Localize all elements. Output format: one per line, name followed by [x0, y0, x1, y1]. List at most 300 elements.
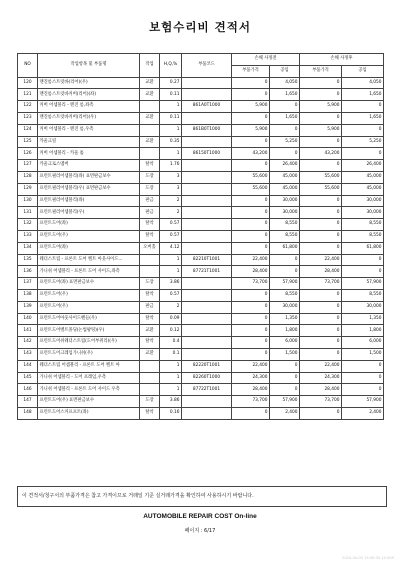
row-work-type: 교환 — [140, 77, 160, 89]
table-row — [18, 160, 384, 172]
row-before-part-price: 0 — [232, 112, 270, 124]
row-after-labor: 1,650 — [342, 89, 384, 101]
row-part-code: 82210T1001 — [182, 254, 232, 266]
row-before-labor: 0 — [270, 384, 300, 396]
header-code: 부품코드 — [182, 54, 232, 78]
row-after-labor: 1,500 — [342, 348, 384, 360]
row-before-labor: 0 — [270, 360, 300, 372]
print-timestamp: 2024-04-05 15:45:30.10:409 — [342, 556, 394, 560]
table-row — [18, 124, 384, 136]
row-after-labor: 30,000 — [342, 195, 384, 207]
row-part-code — [182, 313, 232, 325]
table-row — [18, 289, 384, 301]
table-row — [18, 278, 384, 290]
row-no: 126 — [18, 148, 38, 160]
row-item-name: 커버 어셈블리 - 카울 톱 — [38, 148, 140, 160]
row-before-part-price: 0 — [232, 337, 270, 349]
row-no: 144 — [18, 360, 38, 372]
row-before-labor: 1,350 — [270, 313, 300, 325]
row-before-part-price: 24,300 — [232, 372, 270, 384]
row-before-part-price: 0 — [232, 407, 270, 419]
row-before-part-price: 0 — [232, 289, 270, 301]
row-hq: 3.86 — [160, 278, 182, 290]
row-before-part-price: 0 — [232, 230, 270, 242]
row-after-part-price: 55,600 — [300, 183, 342, 195]
row-before-part-price: 55,600 — [232, 183, 270, 195]
row-before-part-price: 5,900 — [232, 124, 270, 136]
row-after-part-price: 55,600 — [300, 171, 342, 183]
row-hq: 1 — [160, 148, 182, 160]
row-item-name: 맨진룸스트럿바커버(리어)(좌) — [38, 89, 140, 101]
row-item-name: 맨진룸스트럿바(리어)(우) — [38, 77, 140, 89]
row-part-code — [182, 278, 232, 290]
header-item: 작업항목 및 부품명 — [38, 54, 140, 78]
row-before-labor: 2,400 — [270, 407, 300, 419]
table-row — [18, 136, 384, 148]
row-before-labor: 0 — [270, 372, 300, 384]
row-work-type: 탈착 — [140, 219, 160, 231]
row-item-name: 프런트필러어셈블리(좌) — [38, 195, 140, 207]
row-item-name: 프런트도어(우) — [38, 230, 140, 242]
row-no: 124 — [18, 124, 38, 136]
header-work: 작업 — [140, 54, 160, 78]
row-after-labor: 30,000 — [342, 207, 384, 219]
row-before-part-price: 0 — [232, 136, 270, 148]
row-before-part-price: 55,600 — [232, 171, 270, 183]
row-part-code — [182, 136, 232, 148]
table-row — [18, 407, 384, 419]
row-no: 141 — [18, 325, 38, 337]
row-item-name: 웨더스트립 어셈블리 - 프론트 도어 벨트 아 — [38, 360, 140, 372]
row-before-part-price: 0 — [232, 325, 270, 337]
row-work-type — [140, 254, 160, 266]
table-row — [18, 396, 384, 408]
table-row — [18, 337, 384, 349]
row-work-type: 도장 — [140, 171, 160, 183]
row-item-name: 프런트도어(좌) 표면판금보수 — [38, 278, 140, 290]
row-hq: 0.57 — [160, 219, 182, 231]
row-before-part-price: 73,700 — [232, 278, 270, 290]
row-after-part-price: 24,300 — [300, 372, 342, 384]
row-after-labor: 57,900 — [342, 278, 384, 290]
row-after-part-price: 22,400 — [300, 254, 342, 266]
table-row — [18, 242, 384, 254]
row-part-code — [182, 77, 232, 89]
row-no: 135 — [18, 254, 38, 266]
row-after-labor: 0 — [342, 148, 384, 160]
row-no: 128 — [18, 171, 38, 183]
header-after-part: 부품가격 — [300, 65, 342, 77]
table-row — [18, 313, 384, 325]
row-item-name: 맨진룸스트럿바커버(리어)(우) — [38, 112, 140, 124]
header-before: 손해 사정전 — [232, 54, 300, 66]
row-before-labor: 26,400 — [270, 160, 300, 172]
row-no: 145 — [18, 372, 38, 384]
row-work-type — [140, 148, 160, 160]
row-work-type: 탈착 — [140, 160, 160, 172]
table-row — [18, 219, 384, 231]
table-row — [18, 207, 384, 219]
table-row — [18, 360, 384, 372]
row-after-labor: 30,000 — [342, 301, 384, 313]
row-hq: 0.1 — [160, 348, 182, 360]
row-work-type: 도장 — [140, 396, 160, 408]
row-hq: 0.16 — [160, 407, 182, 419]
row-before-part-price: 0 — [232, 301, 270, 313]
row-after-labor: 1,650 — [342, 112, 384, 124]
row-after-labor: 45,000 — [342, 171, 384, 183]
row-no: 134 — [18, 242, 38, 254]
table-row — [18, 301, 384, 313]
row-part-code: 861B0T1000 — [182, 124, 232, 136]
row-after-part-price: 28,400 — [300, 266, 342, 278]
row-no: 147 — [18, 396, 38, 408]
row-after-part-price: 0 — [300, 219, 342, 231]
row-hq: 1 — [160, 360, 182, 372]
row-hq: 1 — [160, 372, 182, 384]
row-before-part-price: 28,400 — [232, 384, 270, 396]
row-before-labor: 61,800 — [270, 242, 300, 254]
row-hq: 0.09 — [160, 313, 182, 325]
table-row — [18, 266, 384, 278]
row-work-type: 교환 — [140, 136, 160, 148]
row-item-name: 카울크릴 — [38, 136, 140, 148]
table-row — [18, 325, 384, 337]
table-row — [18, 195, 384, 207]
row-part-code — [182, 301, 232, 313]
row-hq: 0.12 — [160, 325, 182, 337]
row-hq: 3.86 — [160, 396, 182, 408]
row-after-labor: 4,050 — [342, 77, 384, 89]
table-row — [18, 101, 384, 113]
row-before-labor: 1,800 — [270, 325, 300, 337]
row-no: 140 — [18, 313, 38, 325]
row-part-code: 86150T1000 — [182, 148, 232, 160]
row-item-name: 커버 어셈블리 - 맨진 룸,우측 — [38, 124, 140, 136]
row-no: 133 — [18, 230, 38, 242]
row-before-labor: 30,000 — [270, 301, 300, 313]
row-work-type: 판금 — [140, 301, 160, 313]
row-before-part-price: 0 — [232, 219, 270, 231]
row-before-labor: 57,900 — [270, 278, 300, 290]
row-work-type — [140, 372, 160, 384]
row-part-code: 82220T1001 — [182, 360, 232, 372]
row-part-code — [182, 219, 232, 231]
row-no: 139 — [18, 301, 38, 313]
row-before-labor: 8,550 — [270, 230, 300, 242]
row-after-labor: 0 — [342, 254, 384, 266]
row-before-part-price: 28,400 — [232, 266, 270, 278]
row-before-part-price: 22,400 — [232, 254, 270, 266]
row-after-part-price: 73,700 — [300, 278, 342, 290]
row-item-name: 프런트도어벨트몰딩(논썸팡팅)(우) — [38, 325, 140, 337]
row-work-type: 탈착 — [140, 407, 160, 419]
row-before-part-price: 22,400 — [232, 360, 270, 372]
row-hq: 0.11 — [160, 112, 182, 124]
row-part-code — [182, 183, 232, 195]
row-after-part-price: 73,700 — [300, 396, 342, 408]
row-item-name: 프런트필러어셈블리(우) — [38, 207, 140, 219]
row-work-type: 교환 — [140, 325, 160, 337]
header-after: 손해 사정후 — [300, 54, 384, 66]
row-before-labor: 57,900 — [270, 396, 300, 408]
row-before-labor: 45,000 — [270, 171, 300, 183]
row-work-type: 교환 — [140, 89, 160, 101]
row-before-labor: 8,550 — [270, 219, 300, 231]
table-row — [18, 183, 384, 195]
row-work-type: 도장 — [140, 278, 160, 290]
row-after-part-price: 0 — [300, 337, 342, 349]
row-work-type — [140, 101, 160, 113]
page-number: 페이지 : 6/17 — [184, 528, 216, 534]
row-after-labor: 6,000 — [342, 337, 384, 349]
row-part-code — [182, 325, 232, 337]
brand-footer: AUTOMOBILE REPAIR COST On-line — [143, 513, 257, 520]
row-hq: 0.57 — [160, 289, 182, 301]
row-work-type — [140, 360, 160, 372]
row-hq: 0.4 — [160, 337, 182, 349]
row-hq: 1 — [160, 266, 182, 278]
row-before-labor: 1,500 — [270, 348, 300, 360]
row-item-name: 프런트도어(우) — [38, 289, 140, 301]
row-no: 127 — [18, 160, 38, 172]
row-after-part-price: 0 — [300, 325, 342, 337]
estimate-table — [17, 53, 384, 420]
row-hq: 4.12 — [160, 242, 182, 254]
row-after-labor: 2,400 — [342, 407, 384, 419]
row-before-part-price: 0 — [232, 348, 270, 360]
row-item-name: 프런트도어(좌) — [38, 242, 140, 254]
header-before-part: 부품가격 — [232, 65, 270, 77]
row-work-type: 탈착 — [140, 313, 160, 325]
row-work-type: 탈착 — [140, 337, 160, 349]
row-work-type: 오버홀 — [140, 242, 160, 254]
row-hq: 2 — [160, 195, 182, 207]
table-row — [18, 230, 384, 242]
row-work-type: 도장 — [140, 183, 160, 195]
row-after-part-price: 0 — [300, 112, 342, 124]
row-after-part-price: 0 — [300, 301, 342, 313]
row-part-code — [182, 171, 232, 183]
row-item-name: 프런트필러어셈블리(좌) 표면판금보수 — [38, 171, 140, 183]
row-after-part-price: 0 — [300, 160, 342, 172]
table-row — [18, 148, 384, 160]
row-no: 148 — [18, 407, 38, 419]
table-row — [18, 384, 384, 396]
row-item-name: 카울크로스멤버 — [38, 160, 140, 172]
row-after-part-price: 0 — [300, 136, 342, 148]
row-after-labor: 45,000 — [342, 183, 384, 195]
row-after-part-price: 0 — [300, 77, 342, 89]
table-row — [18, 254, 384, 266]
row-after-part-price: 0 — [300, 407, 342, 419]
row-hq: 1 — [160, 101, 182, 113]
row-hq: 1 — [160, 384, 182, 396]
row-work-type — [140, 266, 160, 278]
row-after-labor: 0 — [342, 384, 384, 396]
row-part-code — [182, 89, 232, 101]
row-hq: 2 — [160, 301, 182, 313]
row-after-labor: 0 — [342, 101, 384, 113]
row-no: 146 — [18, 384, 38, 396]
row-no: 142 — [18, 337, 38, 349]
row-after-part-price: 0 — [300, 195, 342, 207]
row-after-labor: 0 — [342, 372, 384, 384]
row-before-labor: 45,000 — [270, 183, 300, 195]
row-after-labor: 61,800 — [342, 242, 384, 254]
row-before-labor: 0 — [270, 254, 300, 266]
row-after-labor: 1,800 — [342, 325, 384, 337]
row-after-part-price: 0 — [300, 289, 342, 301]
row-item-name: 프런트도어(좌) — [38, 219, 140, 231]
row-no: 138 — [18, 289, 38, 301]
row-work-type — [140, 384, 160, 396]
row-before-part-price: 0 — [232, 313, 270, 325]
row-item-name: 웨더스트립 - 프론트 도어 벨트 아웃사이드... — [38, 254, 140, 266]
row-before-part-price: 43,200 — [232, 148, 270, 160]
row-before-part-price: 0 — [232, 195, 270, 207]
row-after-labor: 8,550 — [342, 289, 384, 301]
row-before-part-price: 73,700 — [232, 396, 270, 408]
row-after-part-price: 5,900 — [300, 124, 342, 136]
row-after-part-price: 28,400 — [300, 384, 342, 396]
row-after-labor: 0 — [342, 360, 384, 372]
row-part-code — [182, 112, 232, 124]
row-part-code: 82260T1000 — [182, 372, 232, 384]
row-part-code — [182, 348, 232, 360]
row-after-part-price: 43,200 — [300, 148, 342, 160]
header-after-labor: 공임 — [342, 65, 384, 77]
row-after-part-price: 0 — [300, 89, 342, 101]
row-part-code — [182, 242, 232, 254]
row-item-name: 프런트도어크레임가니쉬(우) — [38, 348, 140, 360]
row-before-part-price: 0 — [232, 160, 270, 172]
row-before-part-price: 0 — [232, 77, 270, 89]
row-item-name: 프런트필러어셈블리(우) 표면판금보수 — [38, 183, 140, 195]
row-before-labor: 1,650 — [270, 89, 300, 101]
row-hq: 3 — [160, 183, 182, 195]
row-no: 129 — [18, 183, 38, 195]
row-part-code — [182, 195, 232, 207]
row-before-labor: 0 — [270, 101, 300, 113]
row-before-part-price: 0 — [232, 242, 270, 254]
row-after-labor: 0 — [342, 124, 384, 136]
row-after-labor: 8,550 — [342, 219, 384, 231]
table-row — [18, 348, 384, 360]
row-before-labor: 5,250 — [270, 136, 300, 148]
row-item-name: 프런트도어(우) — [38, 301, 140, 313]
row-part-code — [182, 337, 232, 349]
row-part-code — [182, 289, 232, 301]
row-no: 130 — [18, 195, 38, 207]
row-before-labor: 0 — [270, 148, 300, 160]
row-no: 131 — [18, 207, 38, 219]
row-hq: 0.11 — [160, 89, 182, 101]
row-before-labor: 4,050 — [270, 77, 300, 89]
row-no: 123 — [18, 112, 38, 124]
row-after-labor: 8,550 — [342, 230, 384, 242]
row-after-part-price: 5,900 — [300, 101, 342, 113]
row-after-part-price: 0 — [300, 348, 342, 360]
row-after-labor: 0 — [342, 266, 384, 278]
row-hq: 2 — [160, 207, 182, 219]
row-no: 137 — [18, 278, 38, 290]
row-after-labor: 1,350 — [342, 313, 384, 325]
row-hq: 3 — [160, 171, 182, 183]
row-hq: 0.35 — [160, 136, 182, 148]
row-part-code — [182, 230, 232, 242]
row-hq: 1.76 — [160, 160, 182, 172]
row-no: 120 — [18, 77, 38, 89]
row-before-labor: 8,550 — [270, 289, 300, 301]
row-hq: 1 — [160, 254, 182, 266]
table-row — [18, 89, 384, 101]
row-no: 143 — [18, 348, 38, 360]
row-work-type: 판금 — [140, 195, 160, 207]
row-after-part-price: 0 — [300, 313, 342, 325]
row-before-labor: 6,000 — [270, 337, 300, 349]
header-hq: H,Q,% — [160, 54, 182, 78]
row-before-labor: 0 — [270, 266, 300, 278]
row-after-labor: 26,400 — [342, 160, 384, 172]
table-row — [18, 77, 384, 89]
row-after-part-price: 0 — [300, 230, 342, 242]
row-before-labor: 0 — [270, 124, 300, 136]
row-no: 136 — [18, 266, 38, 278]
row-item-name: 가니쉬 어셈블리 - 프론트 도어 사이드 우측 — [38, 384, 140, 396]
row-part-code — [182, 396, 232, 408]
row-work-type — [140, 124, 160, 136]
row-work-type: 교환 — [140, 112, 160, 124]
row-item-name: 커버 어셈블리 - 맨진 룸,좌측 — [38, 101, 140, 113]
table-row — [18, 171, 384, 183]
row-before-labor: 1,650 — [270, 112, 300, 124]
row-before-labor: 30,000 — [270, 207, 300, 219]
row-part-code: 87721T1001 — [182, 266, 232, 278]
row-item-name: 프런트도어(우) 표면판금보수 — [38, 396, 140, 408]
table-row — [18, 112, 384, 124]
notice-box: 이 견적서/청구서의 부품가격은 참고 가격이므로 거래일 기준 실거래가격을 확인하여 사용하시기 바랍니다. — [17, 486, 387, 507]
row-part-code — [182, 407, 232, 419]
row-item-name: 가니쉬 어셈블리 - 프론트 도어 사이드,좌측 — [38, 266, 140, 278]
row-hq: 0.57 — [160, 230, 182, 242]
row-before-part-price: 5,900 — [232, 101, 270, 113]
table-header-row — [18, 54, 384, 66]
row-hq: 1 — [160, 124, 182, 136]
row-hq: 0.27 — [160, 77, 182, 89]
header-no: NO — [18, 54, 38, 78]
row-part-code — [182, 207, 232, 219]
row-no: 121 — [18, 89, 38, 101]
row-part-code: 87722T1001 — [182, 384, 232, 396]
row-after-part-price: 0 — [300, 207, 342, 219]
row-after-part-price: 0 — [300, 242, 342, 254]
row-item-name: 가니쉬 어셈블리 - 도어 프레임,우측 — [38, 372, 140, 384]
row-work-type: 탈착 — [140, 230, 160, 242]
row-item-name: 프런트도어아웃사이드핸들(우) — [38, 313, 140, 325]
table-row — [18, 372, 384, 384]
row-work-type: 판금 — [140, 207, 160, 219]
row-work-type: 탈착 — [140, 289, 160, 301]
row-part-code — [182, 160, 232, 172]
row-before-part-price: 0 — [232, 207, 270, 219]
row-work-type: 교환 — [140, 348, 160, 360]
row-item-name: 프런트도어쉬웨더스트립(도어부취리)(우) — [38, 337, 140, 349]
header-before-labor: 공임 — [270, 65, 300, 77]
row-part-code: 861A0T1000 — [182, 101, 232, 113]
row-after-part-price: 22,400 — [300, 360, 342, 372]
row-no: 122 — [18, 101, 38, 113]
